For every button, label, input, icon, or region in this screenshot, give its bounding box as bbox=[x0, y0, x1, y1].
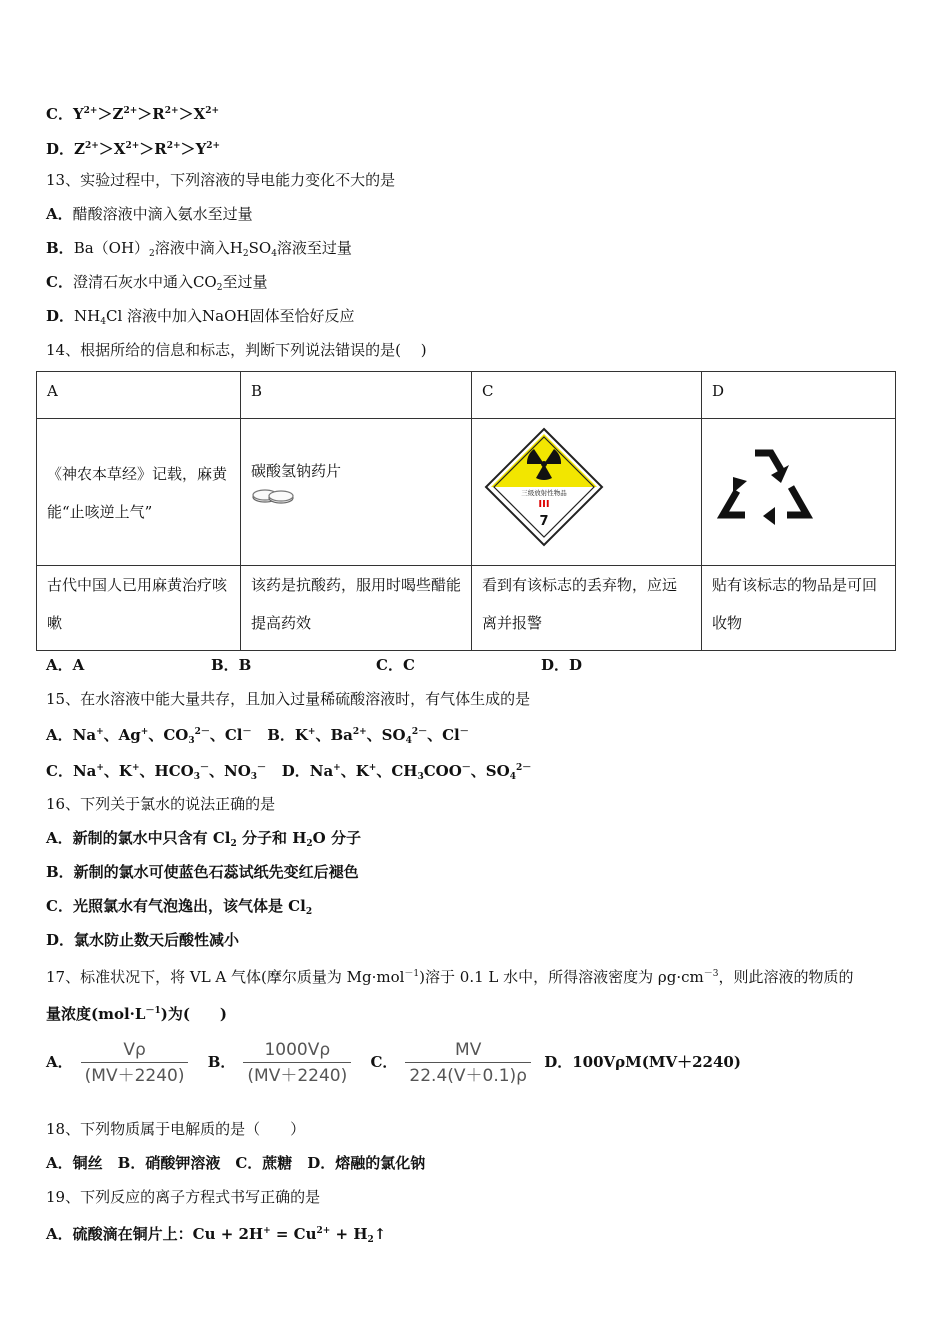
cell-d-statement: 贴有该标志的物品是可回收物 bbox=[702, 566, 896, 651]
q17-fraction-b: $\frac{1000V\rho}{(MV+2240)}$ bbox=[243, 1040, 351, 1087]
q17-options: A． $\frac{V\rho}{(MV+2240)}$ B． $\frac{1000V\rho}{(MV+2240)}$ C． $\frac{MV}{22.4(V+0.1)\rho}$ D．100VρM(MV＋2240) bbox=[46, 1039, 741, 1086]
sign-label: 三级放射性物品 bbox=[521, 489, 567, 497]
q14-stem: 14、根据所给的信息和标志，判断下列说法错误的是( ) bbox=[46, 341, 427, 359]
header-b: B bbox=[241, 372, 472, 419]
q19-stem: 19、下列反应的离子方程式书写正确的是 bbox=[46, 1188, 321, 1206]
option-c-line: C．$Y^{2+}>Z^{2+}>R^{2+}>X^{2+}$ bbox=[46, 105, 220, 123]
recycle-icon bbox=[715, 437, 815, 537]
sign-class-number: 7 bbox=[539, 514, 549, 529]
q14-options: A．A B．B C．C D．D bbox=[46, 656, 583, 674]
q13-option-b: B．$Ba(OH)_2$溶液中滴入$H_2SO_4$溶液至过量 bbox=[46, 239, 352, 259]
sign-roman: III bbox=[538, 499, 550, 510]
q15-stem: 15、在水溶液中能大量共存，且加入过量稀硫酸溶液时，有气体生成的是 bbox=[46, 690, 531, 708]
radioactive-sign-icon bbox=[484, 427, 604, 547]
q17-fraction-a: $\frac{V\rho}{(MV+2240)}$ bbox=[81, 1040, 189, 1087]
q18-options: A．铜丝 B．硝酸钾溶液 C．蔗糖 D．熔融的氯化钠 bbox=[46, 1154, 426, 1172]
cell-c-info bbox=[472, 419, 702, 566]
q14-table bbox=[36, 371, 896, 651]
cell-a-statement: 古代中国人已用麻黄治疗咳嗽 bbox=[37, 566, 241, 651]
option-d-line: D．$Z^{2+}>X^{2+}>R^{2+}>Y^{2+}$ bbox=[46, 140, 221, 158]
q13-option-a: A．醋酸溶液中滴入氨水至过量 bbox=[46, 205, 253, 223]
q15-options-cd: C．Na+、K+、$HCO_3^-$、$NO_3^-$ D．Na+、K+、$CH_3COO^-$、$SO_4^{2-}$ bbox=[46, 762, 532, 782]
header-a: A bbox=[37, 372, 241, 419]
q13-stem: 13、实验过程中，下列溶液的导电能力变化不大的是 bbox=[46, 171, 396, 189]
cell-b-statement: 该药是抗酸药，服用时喝些醋能提高药效 bbox=[241, 566, 472, 651]
header-c: C bbox=[472, 372, 702, 419]
q16-option-a: A．新制的氯水中只含有 $Cl_2$ 分子和 $H_2O$ 分子 bbox=[46, 829, 361, 849]
q16-option-d: D．氯水防止数天后酸性减小 bbox=[46, 931, 240, 949]
cell-d-info bbox=[702, 419, 896, 566]
q16-option-c: C．光照氯水有气泡逸出，该气体是 $Cl_2$ bbox=[46, 897, 313, 917]
tablet-pills-icon bbox=[251, 485, 297, 507]
cell-a-info: 《神农本草经》记载，麻黄能“止咳逆上气” bbox=[37, 419, 241, 566]
cell-c-statement: 看到有该标志的丢弃物，应远离并报警 bbox=[472, 566, 702, 651]
q13-option-d: D．$NH_4Cl$ 溶液中加入NaOH固体至恰好反应 bbox=[46, 307, 355, 327]
q13-option-c: C．澄清石灰水中通入$CO_2$至过量 bbox=[46, 273, 268, 293]
q18-stem: 18、下列物质属于电解质的是（ ） bbox=[46, 1120, 306, 1138]
q15-options-ab: A．Na+、Ag+、$CO_3^{2-}$、Cl－ B．K+、$Ba^{2+}$、$SO_4^{2-}$、Cl－ bbox=[46, 726, 469, 746]
q16-stem: 16、下列关于氯水的说法正确的是 bbox=[46, 795, 276, 813]
q17-stem-line1: 17、标准状况下，将 VL A 气体(摩尔质量为 Mg·mol$^{-1}$)溶于 0.1 L 水中，所得溶液密度为 $\rho g\cdot cm^{-3}$，则此溶液的物质的 bbox=[46, 968, 854, 986]
q16-option-b: B．新制的氯水可使蓝色石蕊试纸先变红后褪色 bbox=[46, 863, 359, 881]
cell-b-info: 碳酸氢钠药片 bbox=[241, 419, 472, 566]
q19-option-a: A．硫酸滴在铜片上：$Cu + 2H^+ = Cu^{2+}$ + $H_2↑$ bbox=[46, 1225, 387, 1245]
q17-stem-line2: 量浓度$(mol\cdot L^{-1})$为( ) bbox=[46, 1005, 228, 1023]
q17-fraction-c: $\frac{MV}{22.4(V+0.1)\rho}$ bbox=[405, 1040, 531, 1087]
header-d: D bbox=[702, 372, 896, 419]
